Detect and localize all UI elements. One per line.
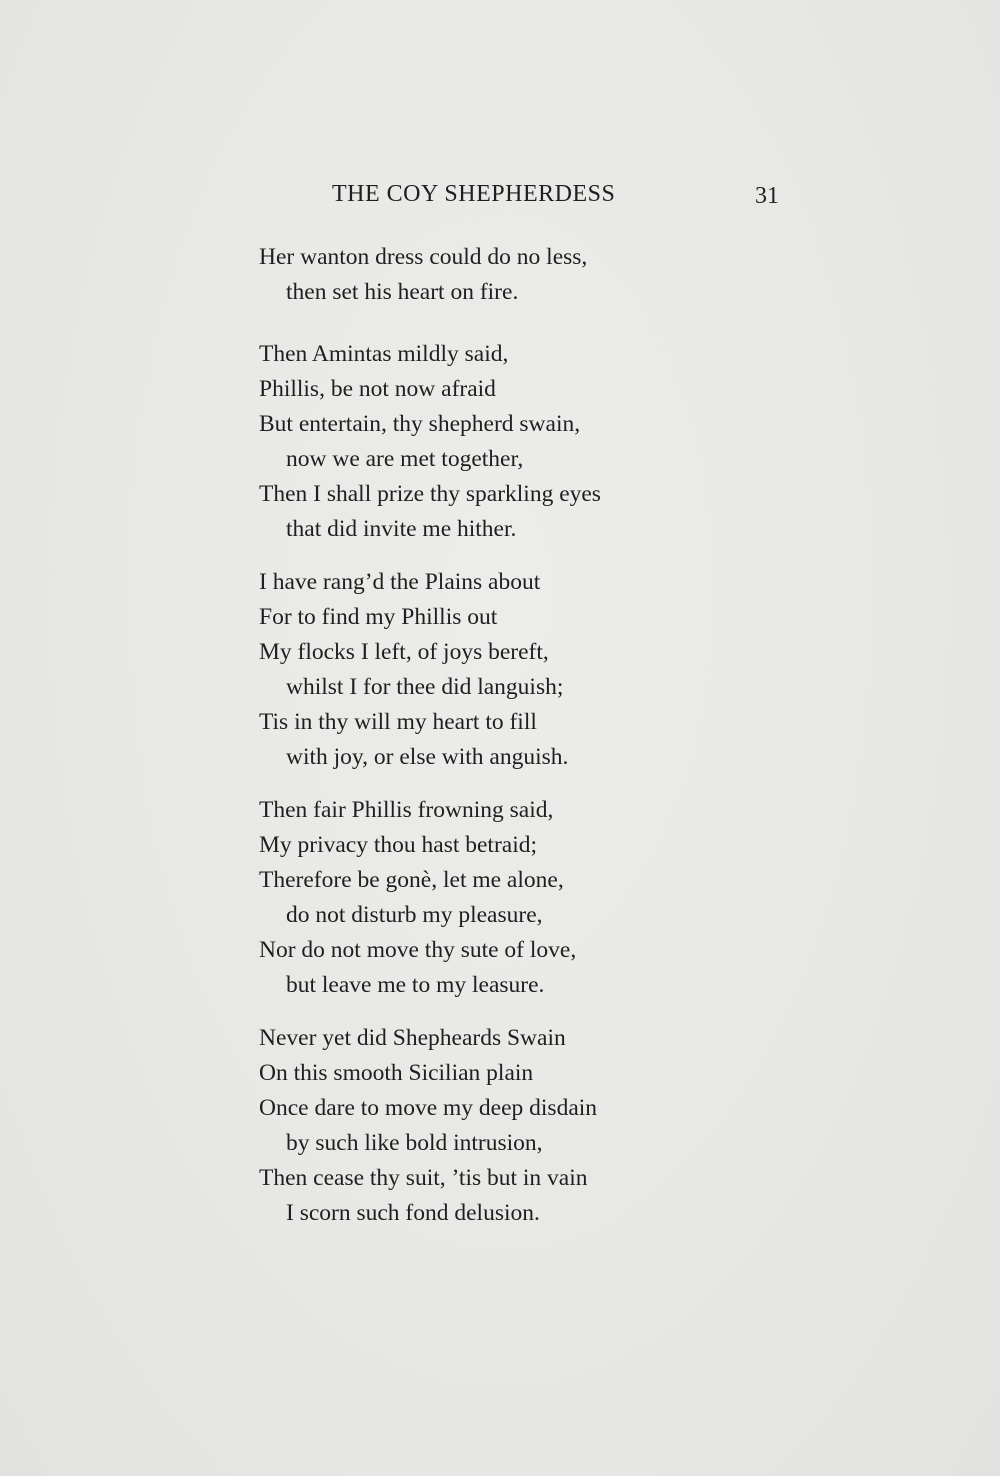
running-head: THE COY SHEPHERDESS xyxy=(332,181,616,207)
poem-line: Then cease thy suit, ’tis but in vain xyxy=(259,1165,588,1191)
poem-line: now we are met together, xyxy=(286,446,524,472)
poem-line: Phillis, be not now afraid xyxy=(259,376,496,402)
poem-line: Then Amintas mildly said, xyxy=(259,341,509,367)
poem-line: My privacy thou hast betraid; xyxy=(259,832,538,858)
poem-line: but leave me to my leasure. xyxy=(286,972,545,998)
stanza xyxy=(259,793,739,1003)
poem-line: with joy, or else with anguish. xyxy=(286,744,569,770)
stanza xyxy=(259,565,739,775)
poem-line: But entertain, thy shepherd swain, xyxy=(259,411,581,437)
stanza xyxy=(259,240,739,310)
poem-line: whilst I for thee did languish; xyxy=(286,674,564,700)
poem-line: Her wanton dress could do no less, xyxy=(259,244,588,270)
poem-line: do not disturb my pleasure, xyxy=(286,902,543,928)
poem-line: I have rang’d the Plains about xyxy=(259,569,541,595)
poem-line: Therefore be gonè, let me alone, xyxy=(259,867,564,893)
poem-line: Then I shall prize thy sparkling eyes xyxy=(259,481,601,507)
poem-line: Then fair Phillis frowning said, xyxy=(259,797,554,823)
poem-body xyxy=(259,240,739,1231)
poem-line: Tis in thy will my heart to fill xyxy=(259,709,537,735)
poem-line: On this smooth Sicilian plain xyxy=(259,1060,534,1086)
poem-line: Once dare to move my deep disdain xyxy=(259,1095,598,1121)
stanza xyxy=(259,337,739,547)
poem-line: Never yet did Shepheards Swain xyxy=(259,1025,566,1051)
page-number: 31 xyxy=(755,183,779,209)
poem-line: that did invite me hither. xyxy=(286,516,517,542)
poem-line: by such like bold intrusion, xyxy=(286,1130,543,1156)
poem-line: then set his heart on fire. xyxy=(286,279,519,305)
stanza xyxy=(259,1021,739,1231)
poem-line: For to find my Phillis out xyxy=(259,604,498,630)
poem-line: My flocks I left, of joys bereft, xyxy=(259,639,549,665)
poem-line: I scorn such fond delusion. xyxy=(286,1200,540,1226)
poem-line: Nor do not move thy sute of love, xyxy=(259,937,577,963)
